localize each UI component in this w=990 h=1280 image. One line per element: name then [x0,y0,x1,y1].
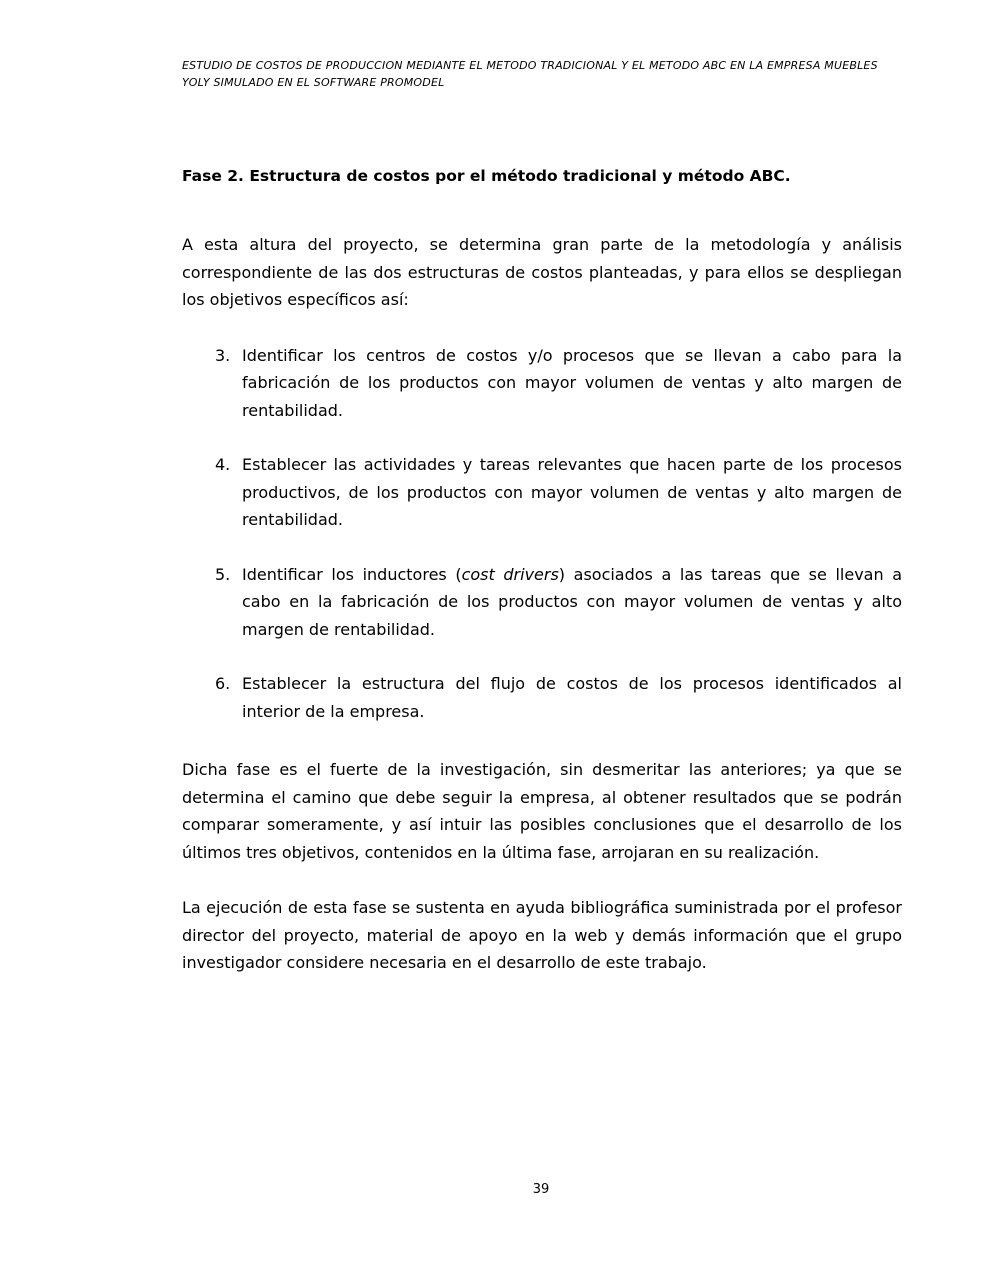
list-item-text: Establecer las actividades y tareas relevantes que hacen parte de los procesos productivos, de los productos con mayor volumen de ventas y alto margen de rentabilidad. [242,455,902,529]
list-item-text-after: ) asociados a las tareas que se llevan a cabo en la fabricación de los productos con mayor volumen de ventas y alto margen de rentabilidad. [242,564,903,639]
list-item-number: 5. [215,564,231,584]
page-number: 39 [532,1182,550,1197]
list-item [215,670,902,725]
list-item-text: Identificar los centros de costos y/o procesos que se llevan a cabo para la fabricación de los productos con mayor volumen de ventas y alto margen de rentabilidad. [242,345,902,420]
list-item-number: 3. [215,345,231,365]
body-paragraph: Dicha fase es el fuerte de la investigación, sin desmeritar las anteriores; ya que se determina el camino que debe seguir la empresa, al obtener resultados que se podrán comparar someramente, y así intuir las posibles conclusiones que el desarrollo de los últimos tres objetivos, contenidos en la última fase, arrojaran en su realización. [182,760,902,862]
list-item-text-before: Identificar los inductores ( [242,564,462,584]
list-item-text [242,561,902,644]
intro-paragraph: A esta altura del proyecto, se determina gran parte de la metodología y análisis correspondiente de las dos estructuras de costos planteadas, y para ellos se despliegan los objetivos específicos así: [182,235,902,309]
list-item-text: Establecer la estructura del flujo de costos de los procesos identificados al interior de la empresa. [242,674,902,721]
list-item-italic-term: cost drivers [461,564,559,584]
list-item-number: 4. [215,455,231,474]
list-item-number: 6. [215,674,231,693]
objectives-list [182,342,902,726]
body-paragraph: La ejecución de esta fase se sustenta en ayuda bibliográfica suministrada por el profesor director del proyecto, material de apoyo en la web y demás información que el grupo investigador considere necesaria en el desarrollo de este trabajo. [182,898,902,972]
list-item [215,451,902,534]
section-heading: Fase 2. Estructura de costos por el método tradicional y método ABC. [182,167,791,185]
running-header: ESTUDIO DE COSTOS DE PRODUCCION MEDIANTE EL METODO TRADICIONAL Y EL METODO ABC EN LA EMPRESA MUEBLES YOLY SIMULADO EN EL SOFTWARE PROMODEL [182,59,878,89]
list-item [215,561,902,644]
list-item [215,342,902,425]
